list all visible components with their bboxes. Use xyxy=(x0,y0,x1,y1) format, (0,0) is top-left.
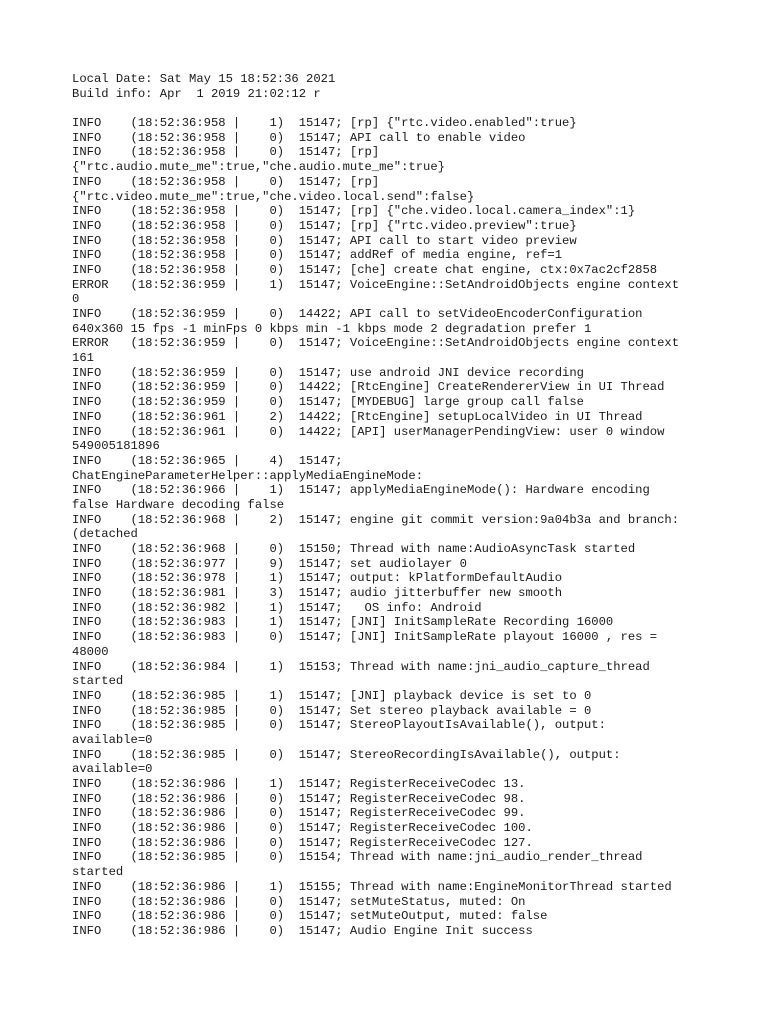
log-line: INFO (18:52:36:986 | 0) 15147; RegisterReceiveCodec 100. xyxy=(72,821,533,836)
log-line: (detached xyxy=(72,527,138,542)
log-line: INFO (18:52:36:958 | 0) 15147; [rp] {"rtc.video.preview":true} xyxy=(72,218,577,233)
log-line: INFO (18:52:36:958 | 0) 15147; API call to enable video xyxy=(72,130,526,145)
log-line: false Hardware decoding false xyxy=(72,497,285,512)
log-line: 161 xyxy=(72,351,94,366)
log-line: INFO (18:52:36:986 | 1) 15155; Thread with name:EngineMonitorThread started xyxy=(72,879,672,894)
header-line: Local Date: Sat May 15 18:52:36 2021 xyxy=(72,72,336,86)
log-line: INFO (18:52:36:986 | 0) 15147; RegisterReceiveCodec 99. xyxy=(72,806,526,821)
log-line: INFO (18:52:36:986 | 1) 15147; RegisterReceiveCodec 13. xyxy=(72,777,526,791)
log-line: INFO (18:52:36:958 | 0) 15147; [rp] xyxy=(72,174,380,189)
log-line: INFO (18:52:36:968 | 0) 15150; Thread with name:AudioAsyncTask started xyxy=(72,542,636,556)
log-line: INFO (18:52:36:958 | 1) 15147; [rp] {"rtc.video.enabled":true} xyxy=(72,116,577,131)
log-document xyxy=(72,72,732,939)
log-line: INFO (18:52:36:959 | 0) 14422; API call to setVideoEncoderConfiguration xyxy=(72,307,643,321)
log-line: INFO (18:52:36:968 | 2) 15147; engine git commit version:9a04b3a and branch: xyxy=(72,512,680,527)
log-line: INFO (18:52:36:961 | 0) 14422; [API] userManagerPendingView: user 0 window xyxy=(72,424,665,439)
log-line: INFO (18:52:36:982 | 1) 15147; OS info: Android xyxy=(72,600,482,615)
log-line: started xyxy=(72,865,124,880)
log-line: INFO (18:52:36:985 | 0) 15154; Thread with name:jni_audio_render_thread xyxy=(72,850,643,865)
log-line: INFO (18:52:36:959 | 0) 15147; [MYDEBUG] large group call false xyxy=(72,395,584,410)
log-line: available=0 xyxy=(72,762,153,777)
log-line: ERROR (18:52:36:959 | 1) 15147; VoiceEngine::SetAndroidObjects engine context xyxy=(72,277,680,292)
log-line: INFO (18:52:36:985 | 0) 15147; StereoRecordingIsAvailable(), output: xyxy=(72,747,621,762)
log-line: INFO (18:52:36:961 | 2) 14422; [RtcEngine] setupLocalVideo in UI Thread xyxy=(72,409,643,424)
log-line: INFO (18:52:36:983 | 1) 15147; [JNI] InitSampleRate Recording 16000 xyxy=(72,615,614,630)
log-line: 48000 xyxy=(72,644,109,659)
log-line: INFO (18:52:36:985 | 0) 15147; StereoPlayoutIsAvailable(), output: xyxy=(72,718,606,733)
log-line: INFO (18:52:36:977 | 9) 15147; set audiolayer 0 xyxy=(72,556,467,571)
log-line: INFO (18:52:36:985 | 0) 15147; Set stereo playback available = 0 xyxy=(72,703,592,718)
log-line xyxy=(72,101,732,116)
log-line: available=0 xyxy=(72,732,153,747)
log-lines xyxy=(72,72,732,939)
log-line: INFO (18:52:36:958 | 0) 15147; API call to start video preview xyxy=(72,233,577,248)
log-line: 640x360 15 fps -1 minFps 0 kbps min -1 kbps mode 2 degradation prefer 1 xyxy=(72,321,592,336)
log-line: INFO (18:52:36:984 | 1) 15153; Thread with name:jni_audio_capture_thread xyxy=(72,659,650,674)
log-line: INFO (18:52:36:986 | 0) 15147; setMuteStatus, muted: On xyxy=(72,894,526,909)
log-line: INFO (18:52:36:959 | 0) 15147; use android JNI device recording xyxy=(72,365,584,380)
log-line: INFO (18:52:36:983 | 0) 15147; [JNI] InitSampleRate playout 16000 , res = xyxy=(72,630,658,645)
log-line: INFO (18:52:36:958 | 0) 15147; [rp] {"che.video.local.camera_index":1} xyxy=(72,204,636,219)
log-line: INFO (18:52:36:986 | 0) 15147; setMuteOutput, muted: false xyxy=(72,909,548,924)
log-line: started xyxy=(72,674,124,689)
log-line: ERROR (18:52:36:959 | 0) 15147; VoiceEngine::SetAndroidObjects engine context xyxy=(72,336,680,351)
log-line: INFO (18:52:36:985 | 1) 15147; [JNI] playback device is set to 0 xyxy=(72,688,592,703)
log-line: ChatEngineParameterHelper::applyMediaEngineMode: xyxy=(72,468,424,483)
header-line: Build info: Apr 1 2019 21:02:12 r xyxy=(72,86,321,101)
log-line: INFO (18:52:36:986 | 0) 15147; RegisterReceiveCodec 98. xyxy=(72,791,526,806)
log-line: INFO (18:52:36:959 | 0) 14422; [RtcEngine] CreateRendererView in UI Thread xyxy=(72,380,665,395)
log-line: INFO (18:52:36:986 | 0) 15147; RegisterReceiveCodec 127. xyxy=(72,835,533,850)
log-line: INFO (18:52:36:978 | 1) 15147; output: kPlatformDefaultAudio xyxy=(72,571,563,586)
log-line: {"rtc.video.mute_me":true,"che.video.local.send":false} xyxy=(72,189,475,204)
log-line: 549005181896 xyxy=(72,439,160,454)
log-line: INFO (18:52:36:965 | 4) 15147; xyxy=(72,453,343,468)
log-line: {"rtc.audio.mute_me":true,"che.audio.mute_me":true} xyxy=(72,160,445,175)
log-line: 0 xyxy=(72,292,80,307)
log-line: INFO (18:52:36:986 | 0) 15147; Audio Engine Init success xyxy=(72,923,533,938)
log-line: INFO (18:52:36:958 | 0) 15147; [che] create chat engine, ctx:0x7ac2cf2858 xyxy=(72,262,658,277)
log-line: INFO (18:52:36:981 | 3) 15147; audio jitterbuffer new smooth xyxy=(72,586,563,601)
log-line: INFO (18:52:36:958 | 0) 15147; [rp] xyxy=(72,145,380,160)
log-line: INFO (18:52:36:966 | 1) 15147; applyMediaEngineMode(): Hardware encoding xyxy=(72,483,650,498)
log-line: INFO (18:52:36:958 | 0) 15147; addRef of media engine, ref=1 xyxy=(72,248,563,263)
